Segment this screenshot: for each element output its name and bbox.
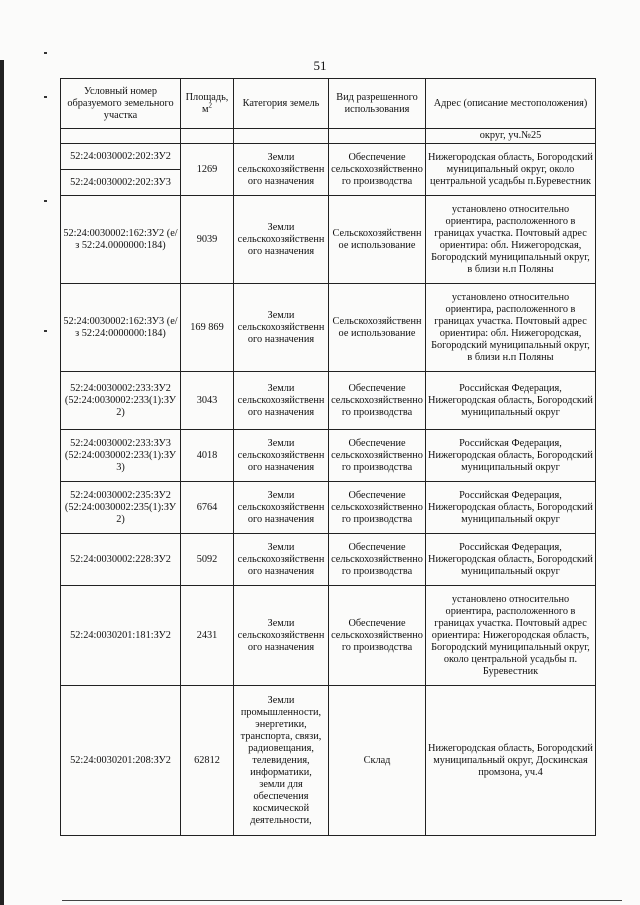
- page-bottom-rule: [62, 900, 622, 901]
- cell-address: Российская Федерация, Нижегородская область, Богородский муниципальный округ: [426, 430, 596, 482]
- scan-mark: [44, 330, 47, 332]
- cell-usage: Обеспечение сельскохозяйственного производства: [329, 144, 426, 196]
- cell-category: Земли промышленности, энергетики, транспорта, связи, радиовещания, телевидения, информатики, земли для обеспечения космической деятельности,: [234, 686, 329, 836]
- header-category: Категория земель: [234, 79, 329, 129]
- cell-usage: Сельскохозяйственное использование: [329, 196, 426, 284]
- cell-number: 52:24:0030002:162:ЗУ3 (е/з 52:24:0000000:184): [61, 284, 181, 372]
- cell-area: 6764: [181, 482, 234, 534]
- cell-usage: Обеспечение сельскохозяйственного производства: [329, 372, 426, 430]
- cell-usage: Сельскохозяйственное использование: [329, 284, 426, 372]
- cell-area: 9039: [181, 196, 234, 284]
- table-row: [61, 586, 596, 686]
- table-row: [61, 430, 596, 482]
- table-row-continuation: [61, 129, 596, 144]
- table-row: [61, 686, 596, 836]
- cell-category: Земли сельскохозяйственного назначения: [234, 144, 329, 196]
- cell-number: [61, 129, 181, 144]
- table-row: [61, 144, 596, 170]
- page-number: 51: [313, 58, 327, 73]
- cell-address: округ, уч.№25: [426, 129, 596, 144]
- header-area-label: Площадь, м: [185, 91, 229, 115]
- cell-number: 52:24:0030002:202:ЗУ2: [61, 144, 181, 170]
- cell-number: 52:24:0030201:208:ЗУ2: [61, 686, 181, 836]
- table-header-row: [61, 79, 596, 129]
- cell-area: 2431: [181, 586, 234, 686]
- cell-category: Земли сельскохозяйственного назначения: [234, 372, 329, 430]
- cell-category: Земли сельскохозяйственного назначения: [234, 196, 329, 284]
- cell-number: 52:24:0030002:228:ЗУ2: [61, 534, 181, 586]
- cell-category: Земли сельскохозяйственного назначения: [234, 586, 329, 686]
- cell-address: установлено относительно ориентира, расположенного в границах участка. Почтовый адрес ориентира: обл. Нижегородская, Богородский муниципальный округ, в близи н.п Поляны: [426, 196, 596, 284]
- cell-usage: Обеспечение сельскохозяйственного производства: [329, 482, 426, 534]
- cell-category: Земли сельскохозяйственного назначения: [234, 430, 329, 482]
- cell-address: Российская Федерация, Нижегородская область, Богородский муниципальный округ: [426, 482, 596, 534]
- scan-mark: [44, 52, 47, 54]
- cell-area: 1269: [181, 144, 234, 196]
- cell-category: Земли сельскохозяйственного назначения: [234, 482, 329, 534]
- cell-address: Российская Федерация, Нижегородская область, Богородский муниципальный округ: [426, 534, 596, 586]
- table-row: [61, 196, 596, 284]
- cell-area: 62812: [181, 686, 234, 836]
- cell-number: 52:24:0030002:233:ЗУ3 (52:24:0030002:233(1):ЗУ3): [61, 430, 181, 482]
- cell-category: Земли сельскохозяйственного назначения: [234, 284, 329, 372]
- cell-area: 3043: [181, 372, 234, 430]
- table-row: [61, 482, 596, 534]
- table-row: [61, 372, 596, 430]
- header-address: Адрес (описание местоположения): [426, 79, 596, 129]
- scan-edge: [0, 60, 4, 905]
- scan-mark: [44, 96, 47, 98]
- cell-area: 5092: [181, 534, 234, 586]
- land-plots-table: [60, 78, 596, 836]
- cell-area: 4018: [181, 430, 234, 482]
- cell-number: 52:24:0030002:162:ЗУ2 (е/з 52:24.0000000:184): [61, 196, 181, 284]
- table-row: [61, 284, 596, 372]
- cell-number: 52:24:0030002:235:ЗУ2 (52:24:0030002:235(1):ЗУ2): [61, 482, 181, 534]
- cell-category: [234, 129, 329, 144]
- header-usage: Вид разрешенного использования: [329, 79, 426, 129]
- header-area: [181, 79, 234, 129]
- cell-address: установлено относительно ориентира, расположенного в границах участка. Почтовый адрес ориентира: Нижегородская область, Богородский муниципальный округ, около центральной усадьбы п. Буревестник: [426, 586, 596, 686]
- cell-address: Нижегородская область, Богородский муниципальный округ, около центральной усадьбы п.Буревестник: [426, 144, 596, 196]
- cell-address: Российская Федерация, Нижегородская область, Богородский муниципальный округ: [426, 372, 596, 430]
- cell-area: [181, 129, 234, 144]
- cell-usage: Обеспечение сельскохозяйственного производства: [329, 430, 426, 482]
- cell-usage: Склад: [329, 686, 426, 836]
- scan-mark: [44, 200, 47, 202]
- header-area-sup: 2: [208, 101, 213, 110]
- cell-area: 169 869: [181, 284, 234, 372]
- cell-address: Нижегородская область, Богородский муниципальный округ, Доскинская промзона, уч.4: [426, 686, 596, 836]
- header-cadastral: Условный номер образуемого земельного участка: [61, 79, 181, 129]
- table-row: [61, 534, 596, 586]
- cell-usage: Обеспечение сельскохозяйственного производства: [329, 534, 426, 586]
- cell-address: установлено относительно ориентира, расположенного в границах участка. Почтовый адрес ориентира: обл. Нижегородская, Богородский муниципальный округ, в близи н.п Поляны: [426, 284, 596, 372]
- cell-category: Земли сельскохозяйственного назначения: [234, 534, 329, 586]
- cell-usage: Обеспечение сельскохозяйственного производства: [329, 586, 426, 686]
- cell-number: 52:24:0030002:233:ЗУ2 (52:24:0030002:233(1):ЗУ2): [61, 372, 181, 430]
- cell-number: 52:24:0030201:181:ЗУ2: [61, 586, 181, 686]
- cell-usage: [329, 129, 426, 144]
- cell-number: 52:24:0030002:202:ЗУ3: [61, 170, 181, 196]
